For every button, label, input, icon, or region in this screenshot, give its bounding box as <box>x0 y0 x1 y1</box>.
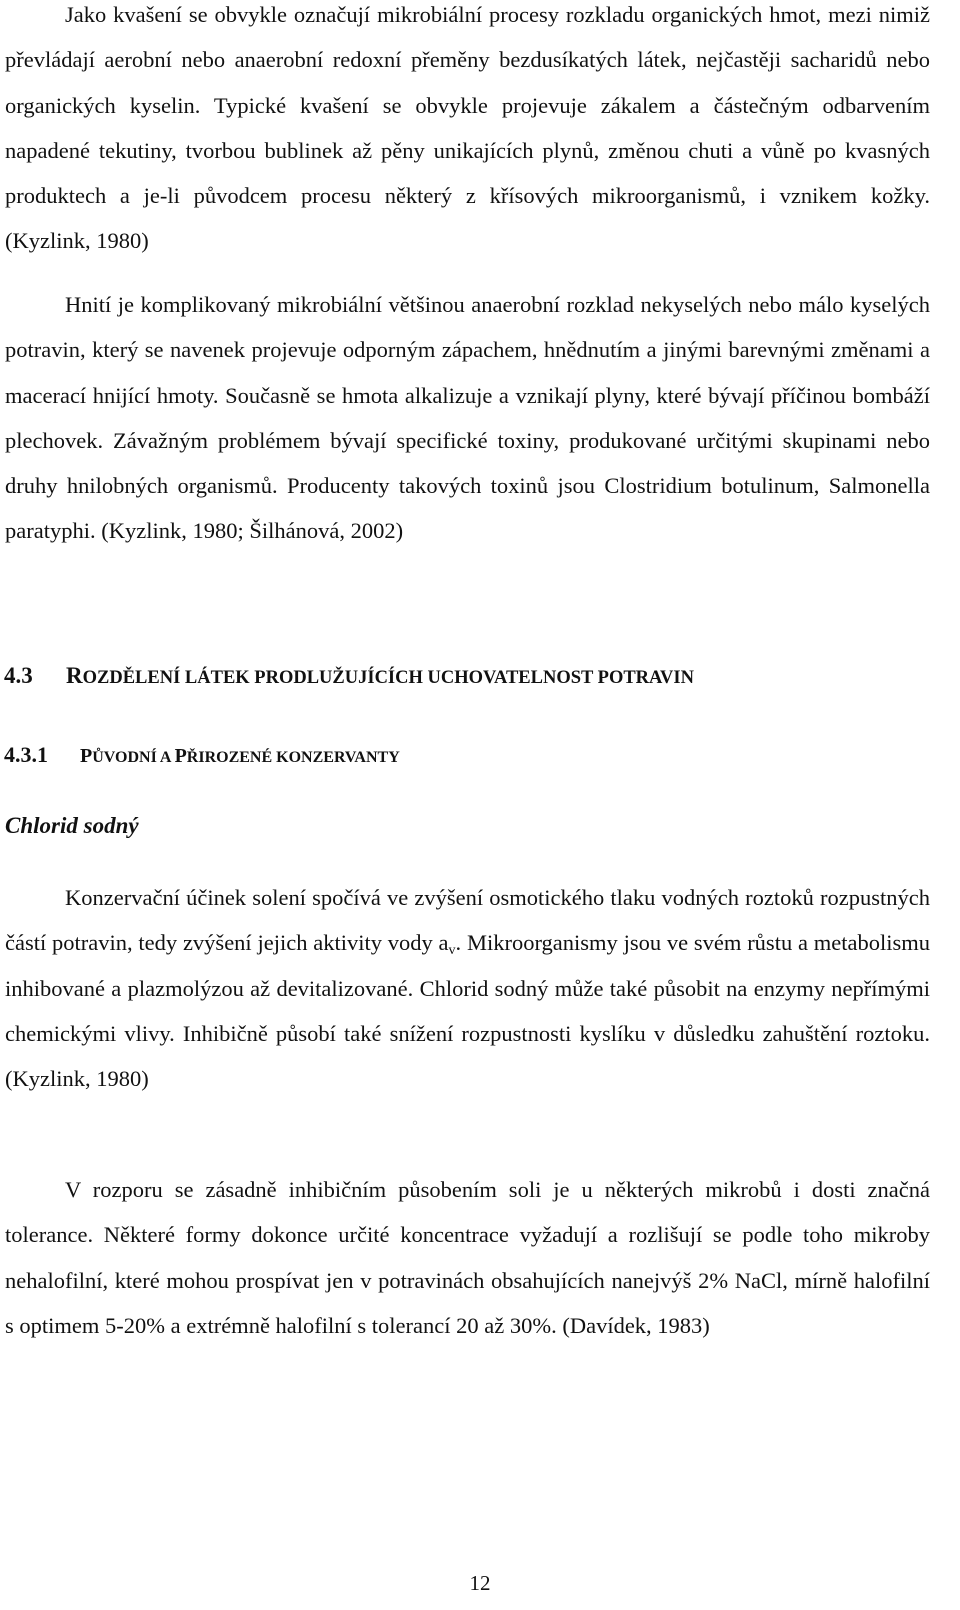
section-number: 4.3 <box>4 663 33 688</box>
subsection-title-rest-2: ŘIROZENÉ KONZERVANTY <box>186 749 400 766</box>
topic-heading-chlorid-sodny: Chlorid sodný <box>5 813 139 838</box>
section-title-initial: R <box>66 663 83 688</box>
page-number: 12 <box>469 1571 491 1595</box>
paragraph-hniti: Hnití je komplikovaný mikrobiální většinou anaerobní rozklad nekyselých nebo málo kyselých potravin, který se navenek projevuje odporným zápachem, hnědnutím a jinými barevnými změnami a macerací hnijící hmoty. Současně se hmota alkalizuje a vznikají plyny, které bývají příčinou bombáží plechovek. Závažným problémem bývají specifické toxiny, produkované určitými skupinami nebo druhy hnilobných organismů. Producenty takových toxinů jsou Clostridium botulinum, Salmonella paratyphi. (Kyzlink, 1980; Šilhánová, 2002) <box>5 292 930 544</box>
section-title-rest: OZDĚLENÍ LÁTEK PRODLUŽUJÍCÍCH UCHOVATELNOST POTRAVIN <box>82 668 694 688</box>
paragraph-tolerance: V rozporu se zásadně inhibičním působením soli je u některých mikrobů i dosti značná tolerance. Některé formy dokonce určité koncentrace vyžadují a rozlišují se podle toho mikroby nehalofilní, které mohou prospívat jen v potravinách obsahujících nanejvýš 2% NaCl, mírně halofilní s optimem 5-20% a extrémně halofilní s tolerancí 20 až 30%. (Davídek, 1983) <box>5 1177 930 1338</box>
subsection-title-initial-1: P <box>80 745 93 767</box>
subsection-title-rest-1: ŮVODNÍ A <box>92 749 175 766</box>
subsection-heading-4-3-1 <box>4 735 929 778</box>
subsection-number: 4.3.1 <box>4 742 48 767</box>
paragraph-kvaseni: Jako kvašení se obvykle označují mikrobiální procesy rozkladu organických hmot, mezi nimiž převládají aerobní nebo anaerobní redoxní přeměny bezdusíkatých látek, nejčastěji sacharidů nebo organických kyselin. Typické kvašení se obvykle projevuje zákalem a částečným odbarvením napadené tekutiny, tvorbou bublinek až pěny unikajících plynů, změnou chuti a vůně po kvasných produktech a je-li původcem procesu některý z křísových mikroorganismů, i vznikem kožky. (Kyzlink, 1980) <box>5 2 930 254</box>
paragraph-chlorid <box>5 875 930 1101</box>
paragraph-chlorid-part-1: Konzervační účinek solení spočívá ve zvýšení osmotického tlaku vodných roztoků rozpustných částí potravin, tedy zvýšení jejich aktivity vody a <box>5 885 930 956</box>
section-heading-4-3 <box>4 656 929 698</box>
subsection-title-initial-2: P <box>174 745 187 767</box>
water-activity-subscript: v <box>448 943 456 959</box>
paragraph-chlorid-part-2: . Mikroorganismy jsou ve svém růstu a metabolismu inhibované a plazmolýzou až devitalizované. Chlorid sodný může také působit na enzymy nepřímými chemickými vlivy. Inhibičně působí také snížení rozpustnosti kyslíku v důsledku zahuštění roztoku. (Kyzlink, 1980) <box>5 930 930 1092</box>
